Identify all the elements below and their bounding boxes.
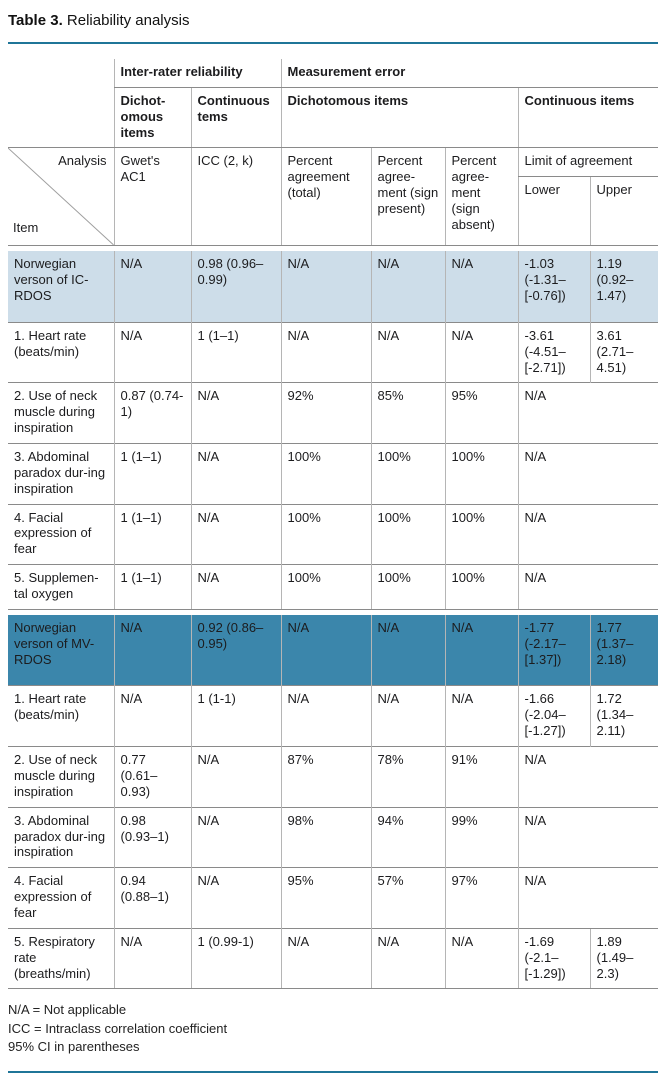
header-row-item-types — [8, 87, 658, 148]
reliability-table — [8, 59, 658, 989]
value-cell: 78% — [371, 747, 445, 808]
col-limit-of-agreement: Limit of agreement — [518, 148, 658, 177]
value-cell: 3.61 (2.71– 4.51) — [590, 322, 658, 383]
value-cell: 1.89 (1.49– 2.3) — [590, 928, 658, 989]
value-cell: N/A — [445, 615, 518, 686]
value-cell: N/A — [445, 322, 518, 383]
value-cell: 100% — [281, 565, 371, 610]
col-percent-agreement-sign-absent: Percent agree-ment (sign absent) — [445, 148, 518, 246]
value-cell: N/A — [445, 928, 518, 989]
value-cell: 100% — [445, 565, 518, 610]
group-measurement-error: Measurement error — [281, 59, 658, 87]
value-cell: 57% — [371, 868, 445, 929]
value-cell: 0.92 (0.86– 0.95) — [191, 615, 281, 686]
value-cell: N/A — [371, 615, 445, 686]
value-cell: 1 (0.99-1) — [191, 928, 281, 989]
value-cell: 95% — [281, 868, 371, 929]
diag-analysis-label: Analysis — [58, 153, 107, 169]
table-footnotes — [8, 1001, 658, 1056]
item-row — [8, 322, 658, 383]
item-row — [8, 928, 658, 989]
value-cell: 1.72 (1.34– 2.11) — [590, 686, 658, 747]
item-label-cell: 2. Use of neck muscle during inspiration — [8, 383, 114, 444]
value-cell: N/A — [281, 928, 371, 989]
subhead-dichotomous-items-me: Dichotomous items — [281, 87, 518, 148]
value-cell: 0.77 (0.61– 0.93) — [114, 747, 191, 808]
value-cell: N/A — [114, 322, 191, 383]
value-cell: N/A — [371, 686, 445, 747]
value-cell: 1 (1–1) — [114, 444, 191, 505]
bottom-rule — [8, 1071, 658, 1073]
value-cell: -1.03 (-1.31– [-0.76]) — [518, 251, 590, 322]
table-figure — [8, 12, 658, 1073]
diagonal-header-cell — [8, 148, 114, 246]
table-header — [8, 59, 658, 246]
col-percent-agreement-sign-present: Percent agree-ment (sign present) — [371, 148, 445, 246]
col-gwets-ac1: Gwet's AC1 — [114, 148, 191, 246]
item-row — [8, 868, 658, 929]
value-cell: 1 (1-1) — [191, 686, 281, 747]
value-cell: N/A — [281, 615, 371, 686]
table-caption: Reliability analysis — [66, 12, 190, 29]
item-label-cell: 4. Facial expression of fear — [8, 868, 114, 929]
value-cell: 85% — [371, 383, 445, 444]
item-label-cell: 1. Heart rate (beats/min) — [8, 322, 114, 383]
item-row — [8, 747, 658, 808]
value-cell: N/A — [518, 383, 658, 444]
value-cell: N/A — [114, 615, 191, 686]
item-label-cell: 4. Facial expression of fear — [8, 504, 114, 565]
col-upper: Upper — [590, 177, 658, 246]
footnote-line: N/A = Not applicable — [8, 1002, 127, 1018]
value-cell: N/A — [281, 322, 371, 383]
value-cell: 1.19 (0.92– 1.47) — [590, 251, 658, 322]
value-cell: 91% — [445, 747, 518, 808]
value-cell: N/A — [518, 565, 658, 610]
value-cell: N/A — [518, 807, 658, 868]
table-number: Table 3. — [8, 12, 63, 29]
value-cell: 100% — [445, 444, 518, 505]
value-cell: N/A — [518, 747, 658, 808]
item-row — [8, 444, 658, 505]
value-cell: 100% — [371, 565, 445, 610]
item-row — [8, 504, 658, 565]
footnote-line: ICC = Intraclass correlation coefficient — [8, 1020, 228, 1036]
value-cell: 100% — [281, 504, 371, 565]
value-cell: N/A — [518, 444, 658, 505]
value-cell: N/A — [445, 251, 518, 322]
value-cell: N/A — [191, 383, 281, 444]
value-cell: 0.87 (0.74-1) — [114, 383, 191, 444]
value-cell: N/A — [281, 686, 371, 747]
item-label-cell: Norwegian verson of MV-RDOS — [8, 615, 114, 686]
value-cell: N/A — [114, 686, 191, 747]
value-cell: 97% — [445, 868, 518, 929]
col-lower: Lower — [518, 177, 590, 246]
col-percent-agreement-total: Percent agreement (total) — [281, 148, 371, 246]
value-cell: 1 (1–1) — [191, 322, 281, 383]
item-row — [8, 686, 658, 747]
value-cell: N/A — [191, 747, 281, 808]
item-row — [8, 807, 658, 868]
group-inter-rater-reliability: Inter-rater reliability — [114, 59, 281, 87]
table-body — [8, 246, 658, 989]
item-label-cell: 3. Abdominal paradox dur-ing inspiration — [8, 444, 114, 505]
subhead-continuous-items-irr: Continuous tems — [191, 87, 281, 148]
value-cell: -1.66 (-2.04– [-1.27]) — [518, 686, 590, 747]
footnote-line: 95% CI in parentheses — [8, 1038, 140, 1054]
item-label-cell: 5. Supplemen-tal oxygen — [8, 565, 114, 610]
header-row-measures — [8, 148, 658, 177]
value-cell: N/A — [518, 504, 658, 565]
item-label-cell: 3. Abdominal paradox dur-ing inspiration — [8, 807, 114, 868]
subhead-dichotomous-items-irr: Dichot-omous items — [114, 87, 191, 148]
item-label-cell: 1. Heart rate (beats/min) — [8, 686, 114, 747]
diag-item-label: Item — [13, 220, 39, 236]
value-cell: 95% — [445, 383, 518, 444]
value-cell: 100% — [371, 504, 445, 565]
value-cell: N/A — [191, 868, 281, 929]
value-cell: 100% — [445, 504, 518, 565]
item-label-cell: 5. Respiratory rate (breaths/min) — [8, 928, 114, 989]
value-cell: N/A — [518, 868, 658, 929]
col-icc-2k: ICC (2, k) — [191, 148, 281, 246]
value-cell: 100% — [371, 444, 445, 505]
item-row — [8, 383, 658, 444]
value-cell: N/A — [445, 686, 518, 747]
value-cell: 100% — [281, 444, 371, 505]
value-cell: 1.77 (1.37– 2.18) — [590, 615, 658, 686]
section-row — [8, 615, 658, 686]
item-label-cell: Norwegian verson of IC-RDOS — [8, 251, 114, 322]
value-cell: N/A — [191, 444, 281, 505]
value-cell: 0.98 (0.96–0.99) — [191, 251, 281, 322]
value-cell: N/A — [191, 565, 281, 610]
value-cell: 94% — [371, 807, 445, 868]
header-row-groups — [8, 59, 658, 87]
value-cell: N/A — [114, 928, 191, 989]
value-cell: N/A — [114, 251, 191, 322]
item-label-cell: 2. Use of neck muscle during inspiration — [8, 747, 114, 808]
value-cell: N/A — [281, 251, 371, 322]
value-cell: 0.94 (0.88–1) — [114, 868, 191, 929]
value-cell: 92% — [281, 383, 371, 444]
value-cell: 87% — [281, 747, 371, 808]
value-cell: N/A — [371, 251, 445, 322]
value-cell: -1.77 (-2.17– [1.37]) — [518, 615, 590, 686]
subhead-continuous-items-me: Continuous items — [518, 87, 658, 148]
stub-blank-cell — [8, 87, 114, 148]
value-cell: 1 (1–1) — [114, 565, 191, 610]
top-rule — [8, 42, 658, 44]
value-cell: N/A — [191, 504, 281, 565]
value-cell: 0.98 (0.93–1) — [114, 807, 191, 868]
value-cell: 98% — [281, 807, 371, 868]
item-row — [8, 565, 658, 610]
stub-blank-cell — [8, 59, 114, 87]
value-cell: -3.61 (-4.51– [-2.71]) — [518, 322, 590, 383]
value-cell: 1 (1–1) — [114, 504, 191, 565]
section-row — [8, 251, 658, 322]
value-cell: 99% — [445, 807, 518, 868]
value-cell: N/A — [191, 807, 281, 868]
value-cell: N/A — [371, 322, 445, 383]
value-cell: -1.69 (-2.1– [-1.29]) — [518, 928, 590, 989]
value-cell: N/A — [371, 928, 445, 989]
table-title — [8, 12, 658, 29]
